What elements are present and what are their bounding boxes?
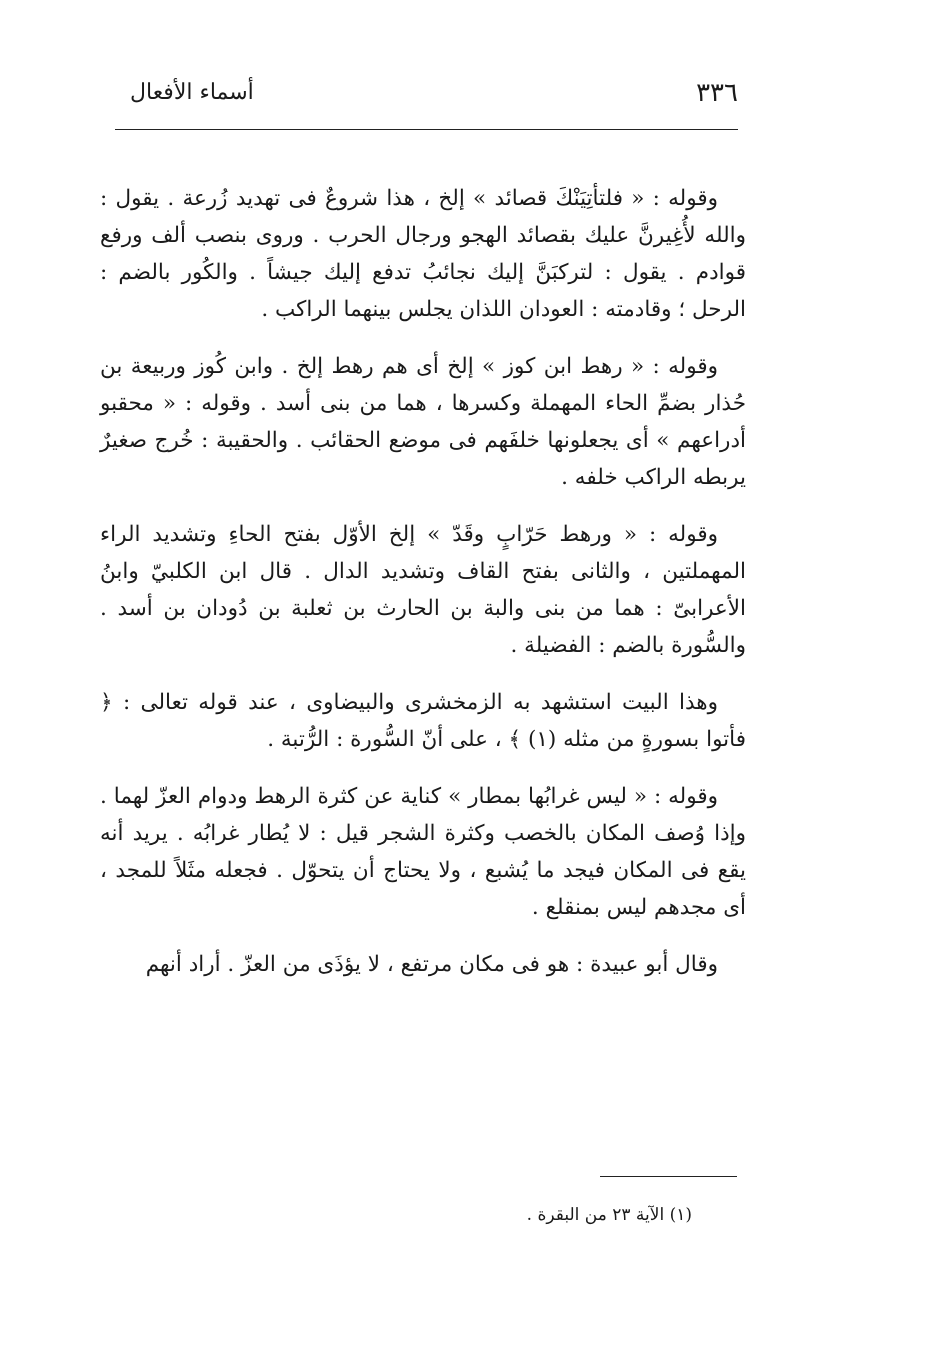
footnote-rule xyxy=(600,1176,737,1177)
paragraph-5: وقوله : « ليس غرابُها بمطار » كناية عن كثرة الرهط ودوام العزّ لهما . وإذا وُصف المكان بالخصب وكثرة الشجر قيل : لا يُطار غرابُه . يريد أنه يقع فى المكان فيجد ما يُشبع ، ولا يحتاج أن يتحوّل . فجعله مثَلاً للمجد ، أى مجدهم ليس بمنقلع . xyxy=(100,784,746,920)
footnote: (١) الآية ٢٣ من البقرة . xyxy=(526,1205,692,1225)
page-header xyxy=(108,78,738,108)
paragraph-1: وقوله : « فلتأتِيَنْكَ قصائد » إلخ ، هذا شروعٌ فى تهديد زُرعة . يقول : والله لأُغِيرنَّ عليك بقصائد الهجو ورجال الحرب . وروى بنصب ألف ورفع قوادم . يقول : لتركبَنَّ إليك نجائبُ تدفع إليك جيشاً . والكُور بالضم : الرحل ؛ وقادمته : العودان اللذان يجلس بينهما الراكب . xyxy=(100,186,746,322)
paragraph-3: وقوله : « ورهط حَرّابٍ وقَدّ » إلخ الأوّل بفتح الحاءِ وتشديد الراء المهملتين ، والثانى بفتح القاف وتشديد الدال . قال ابن الكلبيّ وابنُ الأعرابىّ : هما من بنى والبة بن الحارث بن ثعلبة بن دُودان بن أسد . والسُّورة بالضم : الفضيلة . xyxy=(100,522,746,658)
running-title: أسماء الأفعال xyxy=(130,80,254,105)
paragraph-6: وقال أبو عبيدة : هو فى مكان مرتفع ، لا يؤذَى من العزّ . أراد أنهم xyxy=(145,952,718,977)
body-text xyxy=(100,180,746,1003)
header-rule xyxy=(115,129,738,130)
paragraph-2: وقوله : « رهط ابن كوز » إلخ أى هم رهط إلخ . وابن كُوز وربيعة بن حُذار بضمِّ الحاء المهملة وكسرها ، هما من بنى أسد . وقوله : « محقبو أدراعهم » أى يجعلونها خلفَهم فى موضع الحقائب . والحقيبة : خُرج صغيرٌ يربطه الراكب خلفه . xyxy=(100,354,746,490)
page-number: ٣٣٦ xyxy=(696,78,738,108)
paragraph-4: وهذا البيت استشهد به الزمخشرى والبيضاوى ، عند قوله تعالى : ﴿ فأتوا بسورةٍ من مثله (١) ﴾ ، على أنّ السُّورة : الرُّتبة . xyxy=(100,690,746,752)
